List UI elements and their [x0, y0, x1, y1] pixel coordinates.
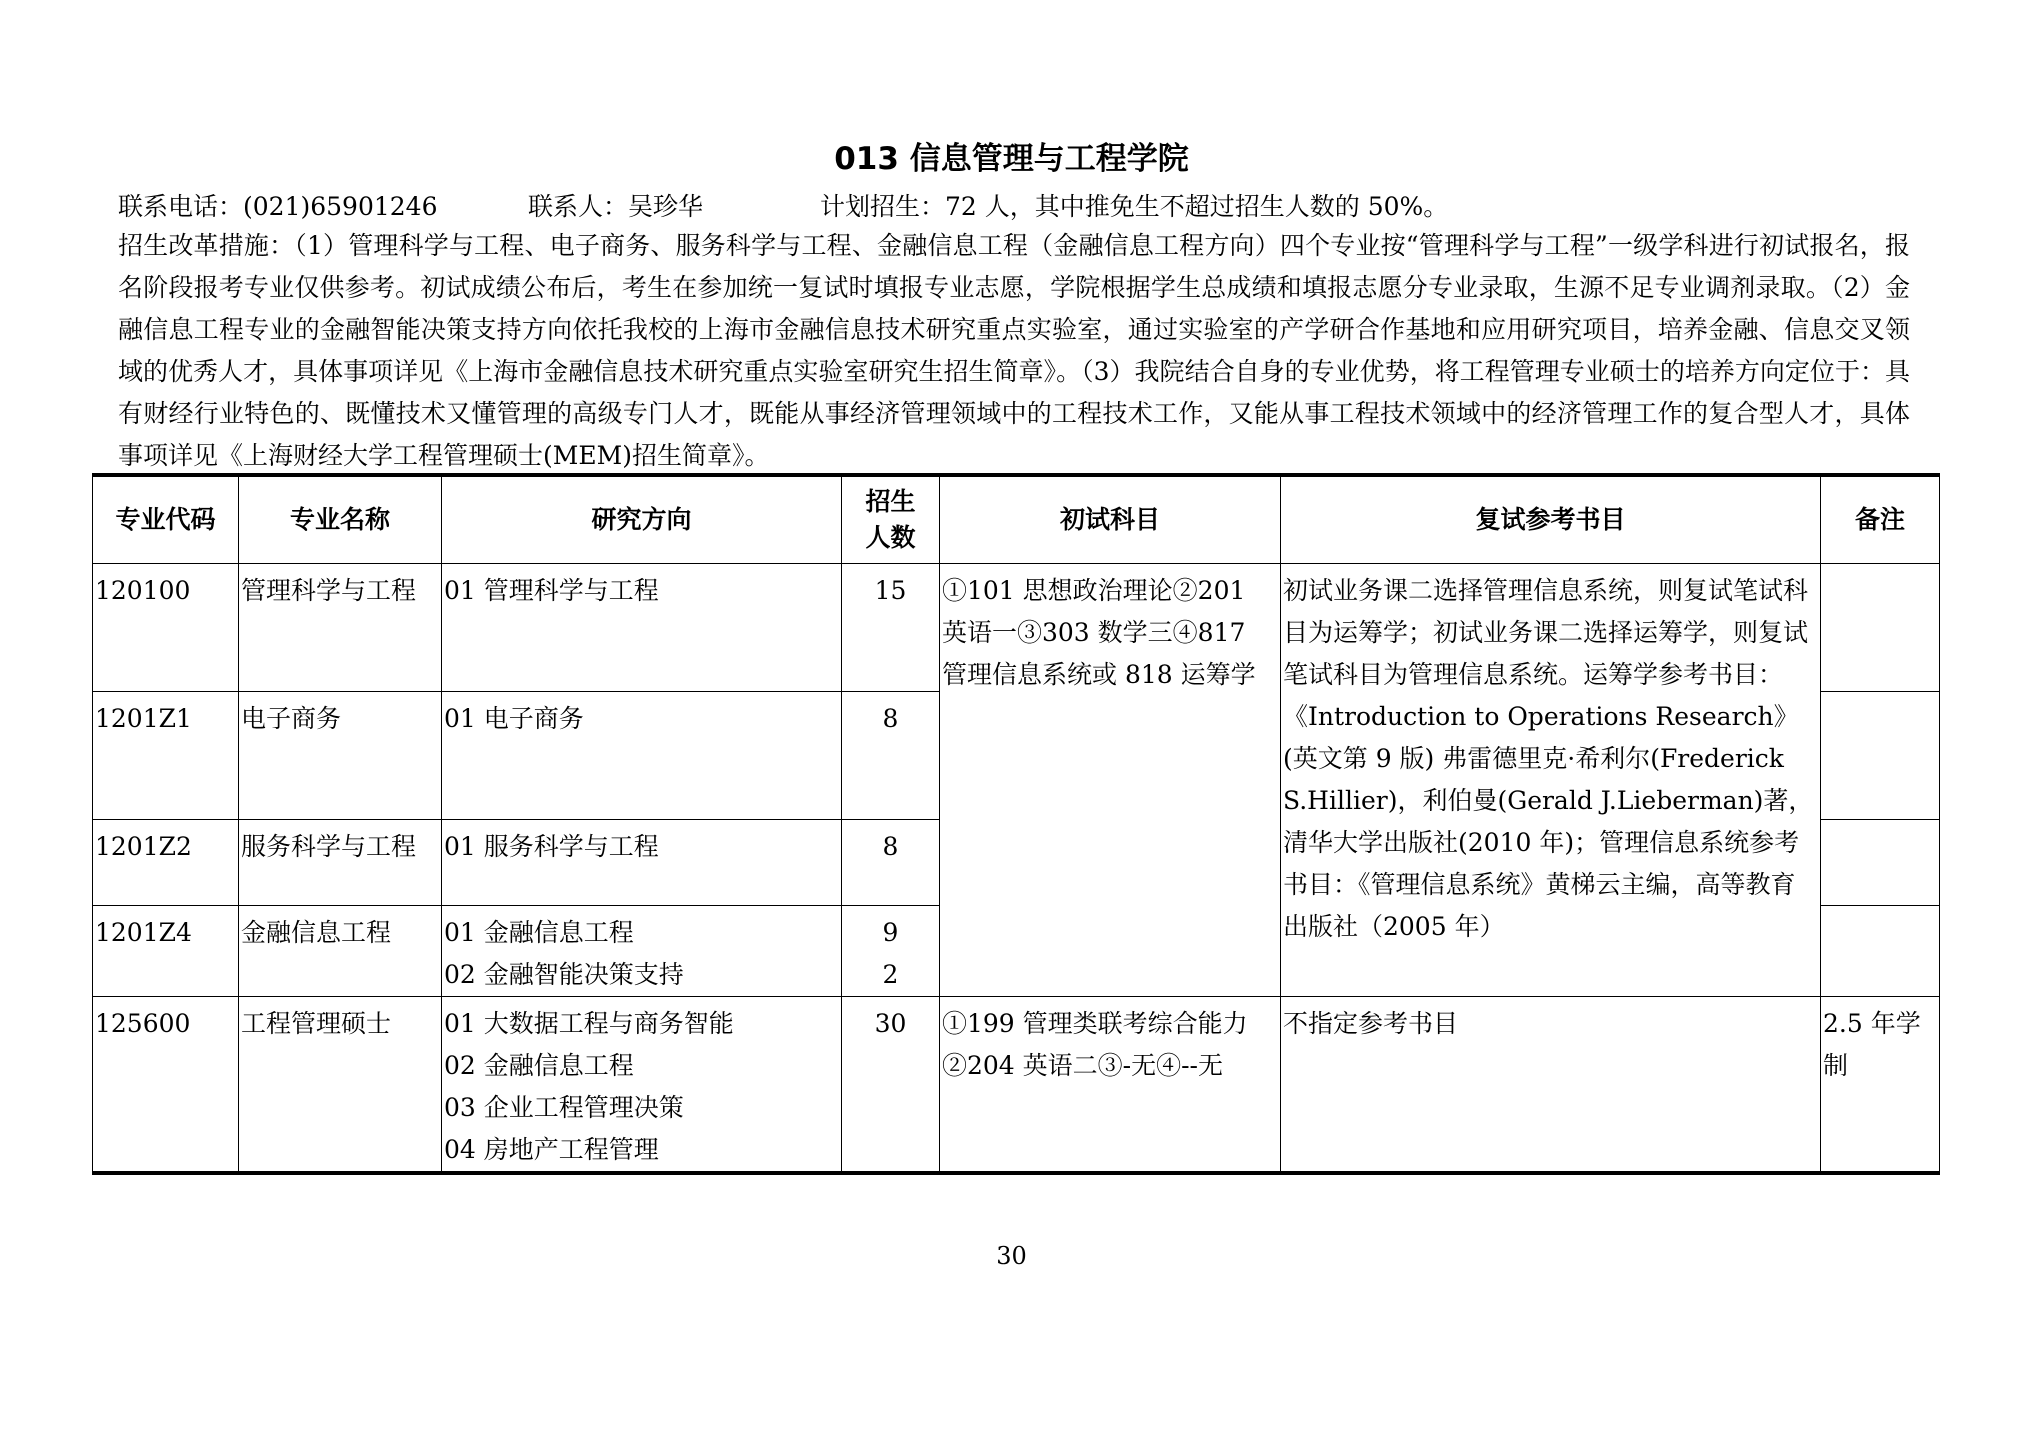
quota-item: 9 [882, 918, 899, 947]
row-quota: 30 [842, 997, 940, 1174]
row-name: 金融信息工程 [239, 906, 442, 997]
exam-line: 管理信息系统或 818 运筹学 [942, 660, 1256, 689]
header-quota-line2: 人数 [865, 523, 916, 552]
program-table [92, 473, 1940, 1175]
row-quota: 15 [842, 564, 940, 692]
header-quota-line1: 招生 [865, 487, 916, 516]
header-code: 专业代码 [93, 475, 239, 564]
page-number: 30 [996, 1242, 1027, 1270]
reform-measures: 招生改革措施：（1）管理科学与工程、电子商务、服务科学与工程、金融信息工程（金融信息工程方向）四个专业按“管理科学与工程”一级学科进行初试报名，报名阶段报考专业仅供参考。初试成绩公布后，考生在参加统一复试时填报专业志愿，学院根据学生总成绩和填报志愿分专业录取，生源不足专业调剂录取。（2）金融信息工程专业的金融智能决策支持方向依托我校的上海市金融信息技术研究重点实验室，通过实验室的产学研合作基地和应用研究项目，培养金融、信息交叉领域的优秀人才，具体事项详见《上海市金融信息技术研究重点实验室研究生招生简章》。（3）我院结合自身的专业优势，将工程管理专业硕士的培养方向定位于：具有财经行业特色的、既懂技术又懂管理的高级专门人才，既能从事经济管理领域中的工程技术工作，又能从事工程技术领域中的经济管理工作的复合型人才，具体事项详见《上海财经大学工程管理硕士(MEM)招生简章》。 [118, 231, 1910, 470]
contact-line [118, 187, 1448, 223]
header-direction: 研究方向 [442, 475, 842, 564]
direction-item: 01 大数据工程与商务智能 [444, 1009, 734, 1038]
row-quota: 8 [842, 820, 940, 906]
row-name: 服务科学与工程 [239, 820, 442, 906]
row-name: 电子商务 [239, 692, 442, 820]
row-code: 1201Z2 [93, 820, 239, 906]
direction-item: 02 金融信息工程 [444, 1051, 634, 1080]
row-code: 120100 [93, 564, 239, 692]
header-name: 专业名称 [239, 475, 442, 564]
direction-item: 04 房地产工程管理 [444, 1135, 659, 1164]
row-quota [842, 906, 940, 997]
header-books: 复试参考书目 [1281, 475, 1821, 564]
table-header-row [93, 475, 1940, 564]
row-code: 1201Z1 [93, 692, 239, 820]
exam-line: ①199 管理类联考综合能力 [942, 1009, 1248, 1038]
row-notes: 2.5 年学制 [1821, 997, 1940, 1174]
header-quota [842, 475, 940, 564]
row-direction [442, 997, 842, 1174]
direction-item: 01 金融信息工程 [444, 918, 634, 947]
row-code: 125600 [93, 997, 239, 1174]
row-direction: 01 电子商务 [442, 692, 842, 820]
row-quota: 8 [842, 692, 940, 820]
shared-exam-subjects [940, 564, 1281, 997]
header-notes: 备注 [1821, 475, 1940, 564]
exam-line: ②204 英语二③-无④--无 [942, 1051, 1224, 1080]
shared-reference-books: 初试业务课二选择管理信息系统，则复试笔试科目为运筹学；初试业务课二选择运筹学，则复试笔试科目为管理信息系统。运筹学参考书目：《Introduction to Operations Research》(英文第 9 版) 弗雷德里克·希利尔(Frederick S.Hillier)，利伯曼(Gerald J.Lieberman)著，清华大学出版社(2010 年)；管理信息系统参考书目：《管理信息系统》黄梯云主编，高等教育出版社（2005 年） [1281, 564, 1821, 997]
row-notes [1821, 692, 1940, 820]
row-notes [1821, 820, 1940, 906]
row-code: 1201Z4 [93, 906, 239, 997]
exam-line: 英语一③303 数学三④817 [942, 618, 1246, 647]
mem-reference-books: 不指定参考书目 [1281, 997, 1821, 1174]
direction-item: 03 企业工程管理决策 [444, 1093, 684, 1122]
row-notes [1821, 564, 1940, 692]
contact-person: 联系人：吴珍华 [528, 192, 704, 221]
exam-line: ①101 思想政治理论②201 [942, 576, 1246, 605]
table-row [93, 997, 1940, 1174]
row-direction: 01 服务科学与工程 [442, 820, 842, 906]
college-title: 013 信息管理与工程学院 [834, 141, 1189, 177]
enrollment-plan: 计划招生：72 人，其中推免生不超过招生人数的 50%。 [820, 192, 1449, 221]
row-name: 工程管理硕士 [239, 997, 442, 1174]
contact-phone: 联系电话：(021)65901246 [118, 192, 438, 221]
row-direction [442, 906, 842, 997]
row-direction: 01 管理科学与工程 [442, 564, 842, 692]
header-exam: 初试科目 [940, 475, 1281, 564]
quota-item: 2 [882, 960, 899, 989]
table-row [93, 564, 1940, 692]
direction-item: 02 金融智能决策支持 [444, 960, 684, 989]
mem-exam-subjects [940, 997, 1281, 1174]
row-name: 管理科学与工程 [239, 564, 442, 692]
row-notes [1821, 906, 1940, 997]
